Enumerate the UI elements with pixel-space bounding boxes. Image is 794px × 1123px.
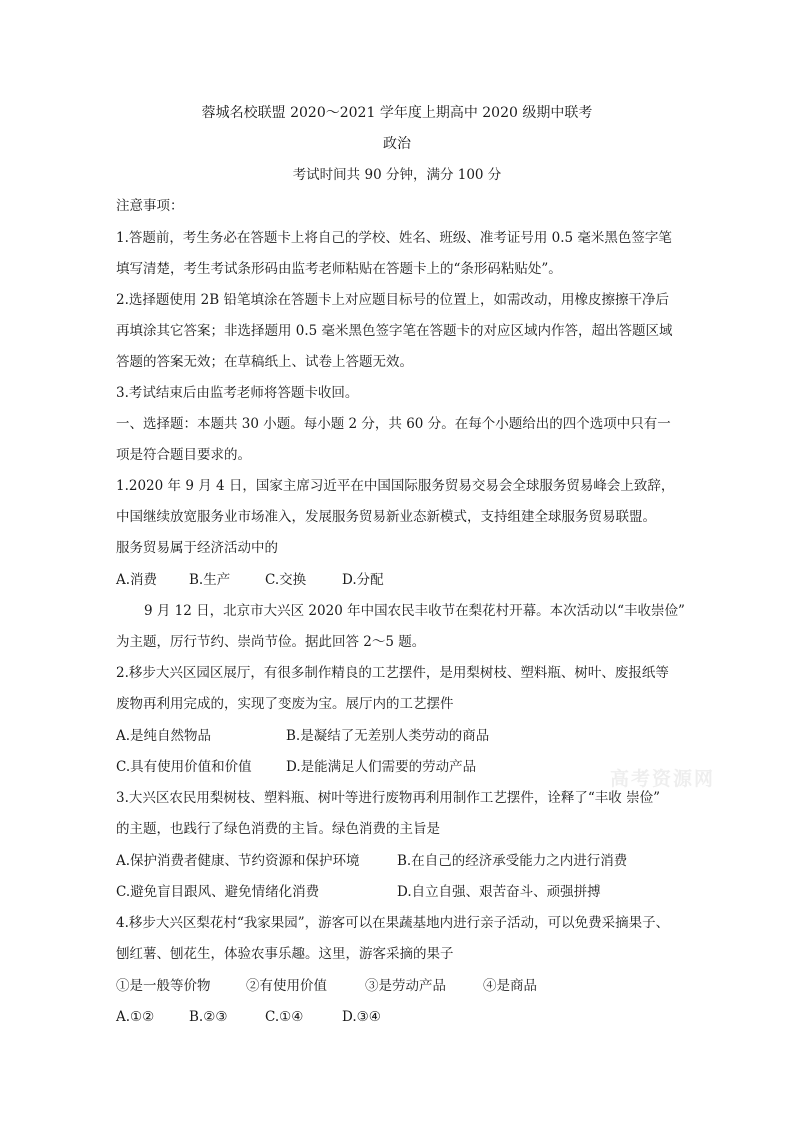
section-1-instruction-line-1: 一、选择题：本题共 30 小题。每小题 2 分，共 60 分。在每个小题给出的四个选项中只有一	[116, 416, 671, 432]
q4-option-c: C.①④	[265, 1009, 304, 1025]
material-line-2: 为主题，厉行节约、崇尚节俭。据此回答 2～5 题。	[116, 634, 426, 650]
section-1-instruction-line-2: 项是符合题目要求的。	[116, 447, 251, 463]
material-line-1: 9 月 12 日，北京市大兴区 2020 年中国农民丰收节在梨花村开幕。本次活动以“丰收崇俭”	[144, 603, 685, 619]
question-4-line-1: 4.移步大兴区梨花村“我家果园”，游客可以在果蔬基地内进行亲子活动，可以免费采摘果子、	[116, 915, 670, 931]
question-1-line-1: 1.2020 年 9 月 4 日，国家主席习近平在中国国际服务贸易交易会全球服务贸易峰会上致辞，	[116, 478, 675, 494]
q4-statement-4: ④是商品	[483, 978, 537, 994]
q2-option-a: A.是纯自然物品	[116, 728, 212, 744]
exam-time-info: 考试时间共 90 分钟，满分 100 分	[292, 167, 502, 183]
q3-option-c: C.避免盲目跟风、避免情绪化消费	[116, 884, 320, 900]
note-2-line-2: 再填涂其它答案；非选择题用 0.5 毫米黑色签字笔在答题卡的对应区域内作答，超出答题区域	[116, 323, 673, 339]
question-2-line-2: 废物再利用完成的，实现了变废为宝。展厅内的工艺摆件	[116, 696, 454, 712]
question-3-line-2: 的主题，也践行了绿色消费的主旨。绿色消费的主旨是	[116, 821, 440, 837]
q4-statement-2: ②有使用价值	[246, 978, 327, 994]
subject-heading: 政治	[383, 136, 411, 152]
q4-option-b: B.②③	[189, 1009, 228, 1025]
q2-option-d: D.是能满足人们需要的劳动产品	[286, 759, 477, 775]
note-1-line-2: 填写清楚，考生考试条形码由监考老师粘贴在答题卡上的“条形码粘贴处”。	[116, 261, 562, 277]
q1-option-b: B.生产	[189, 572, 231, 588]
q1-option-d: D.分配	[342, 572, 384, 588]
q4-option-a: A.①②	[116, 1009, 155, 1025]
note-3: 3.考试结束后由监考老师将答题卡收回。	[116, 385, 359, 401]
question-1-line-3: 服务贸易属于经济活动中的	[116, 540, 278, 556]
note-2-line-3: 答题的答案无效；在草稿纸上、试卷上答题无效。	[116, 354, 413, 370]
q4-statement-3: ③是劳动产品	[365, 978, 446, 994]
question-3-line-1: 3.大兴区农民用梨树枝、塑料瓶、树叶等进行废物再利用制作工艺摆件，诠释了“丰收 崇俭”	[116, 790, 660, 806]
q2-option-b: B.是凝结了无差别人类劳动的商品	[286, 728, 490, 744]
q3-option-b: B.在自己的经济承受能力之内进行消费	[397, 853, 628, 869]
watermark: 高考资源网	[610, 768, 716, 790]
q1-option-c: C.交换	[265, 572, 307, 588]
q4-statement-1: ①是一般等价物	[116, 978, 211, 994]
question-2-line-1: 2.移步大兴区园区展厅，有很多制作精良的工艺摆件，是用梨树枝、塑料瓶、树叶、废报纸等	[116, 665, 669, 681]
q3-option-d: D.自立自强、艰苦奋斗、顽强拼搏	[397, 884, 601, 900]
notes-heading: 注意事项：	[116, 198, 184, 214]
note-1-line-1: 1.答题前，考生务必在答题卡上将自己的学校、姓名、班级、准考证号用 0.5 毫米黑色签字笔	[116, 230, 672, 246]
q1-option-a: A.消费	[116, 572, 158, 588]
q3-option-a: A.保护消费者健康、节约资源和保护环境	[116, 853, 360, 869]
question-4-line-2: 刨红薯、刨花生，体验农事乐趣。这里，游客采摘的果子	[116, 946, 454, 962]
note-2-line-1: 2.选择题使用 2B 铅笔填涂在答题卡上对应题目标号的位置上，如需改动，用橡皮擦擦干净后	[116, 292, 669, 308]
q2-option-c: C.具有使用价值和价值	[116, 759, 252, 775]
q4-option-d: D.③④	[342, 1009, 381, 1025]
exam-title: 蓉城名校联盟 2020～2021 学年度上期高中 2020 级期中联考	[201, 105, 593, 121]
question-1-line-2: 中国继续放宽服务业市场准入，发展服务贸易新业态新模式，支持组建全球服务贸易联盟。	[116, 509, 656, 525]
